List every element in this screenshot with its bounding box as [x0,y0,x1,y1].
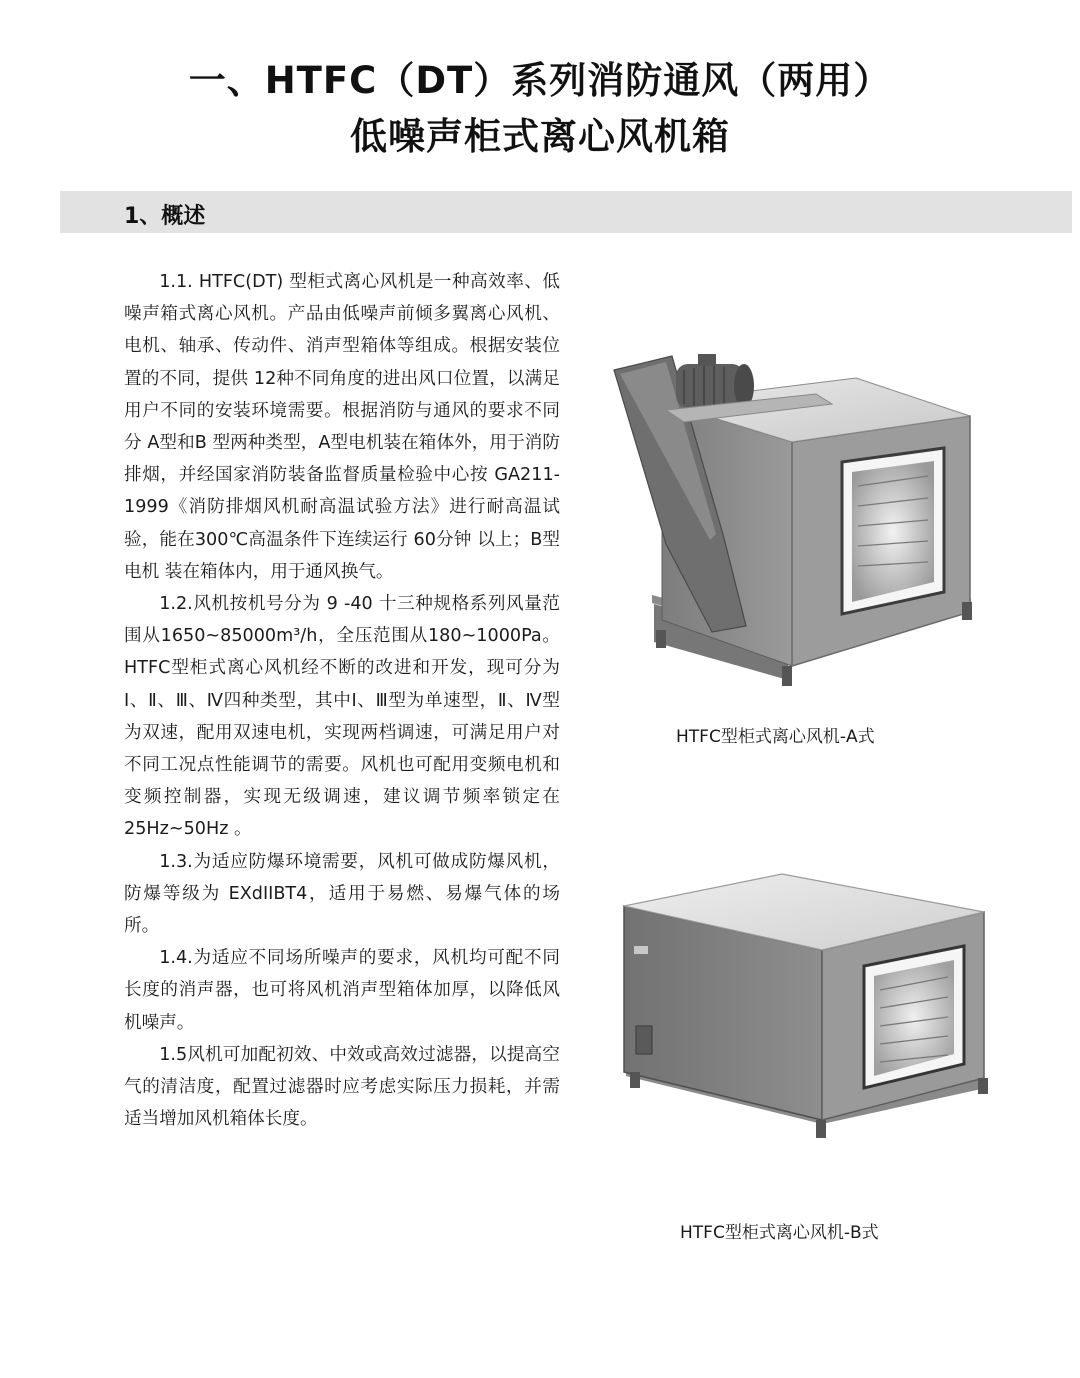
fan-a-type-caption: HTFC型柜式离心风机-A式 [676,727,875,747]
paragraph-1-4: 1.4.为适应不同场所噪声的要求，风机均可配不同长度的消声器，也可将风机消声型箱体加厚，以降低风机噪声。 [124,948,560,1033]
section-header-bar [60,191,1072,233]
paragraph-1-5: 1.5风机可加配初效、中效或高效过滤器，以提高空气的清洁度，配置过滤器时应考虑实际压力损耗，并需适当增加风机箱体长度。 [124,1044,560,1130]
section-heading: 1、概述 [124,204,206,229]
fan-a-type-photo [606,330,1030,710]
paragraph-1-3: 1.3.为适应防爆环境需要，风机可做成防爆风机，防爆等级为 EXdIIBT4，适用于易燃、易爆气体的场所。 [124,851,560,937]
paragraph-1-1: 1.1. HTFC(DT) 型柜式离心风机是一种高效率、低噪声箱式离心风机。产品由低噪声前倾多翼离心风机、电机、轴承、传动件、消声型箱体等组成。根据安装位置的不同，提供 12种不同角度的进出风口位置，以满足用户不同的安装环境需要。根据消防与通风的要求不同分 A型和B 型两种类型，A型电机装在箱体外，用于消防排烟，并经国家消防装备监督质量检验中心按 GA211-1999《消防排烟风机耐高温试验方法》进行耐高温试验，能在300℃高温条件下连续运行 60分钟 以上；B型电机 装在箱体内，用于通风换气。 [124,272,560,582]
body-text [124,266,560,1135]
page-title-line1: 一、HTFC（DT）系列消防通风（两用） [188,59,892,102]
page-title-line2: 低噪声柜式离心风机箱 [350,115,730,158]
paragraph-1-2: 1.2.风机按机号分为 9 -40 十三种规格系列风量范围从1650~85000m³/h，全压范围从180~1000Pa。HTFC型柜式离心风机经不断的改进和开发，现可分为Ⅰ、Ⅱ、Ⅲ、Ⅳ四种类型，其中Ⅰ、Ⅲ型为单速型，Ⅱ、Ⅳ型为双速，配用双速电机，实现两档调速，可满足用户对不同工况点性能调节的需要。风机也可配用变频电机和变频控制器，实现无级调速，建议调节频率锁定在25Hz~50Hz 。 [124,594,560,840]
fan-b-type-photo [606,866,1030,1184]
fan-b-type-caption: HTFC型柜式离心风机-B式 [680,1223,879,1243]
